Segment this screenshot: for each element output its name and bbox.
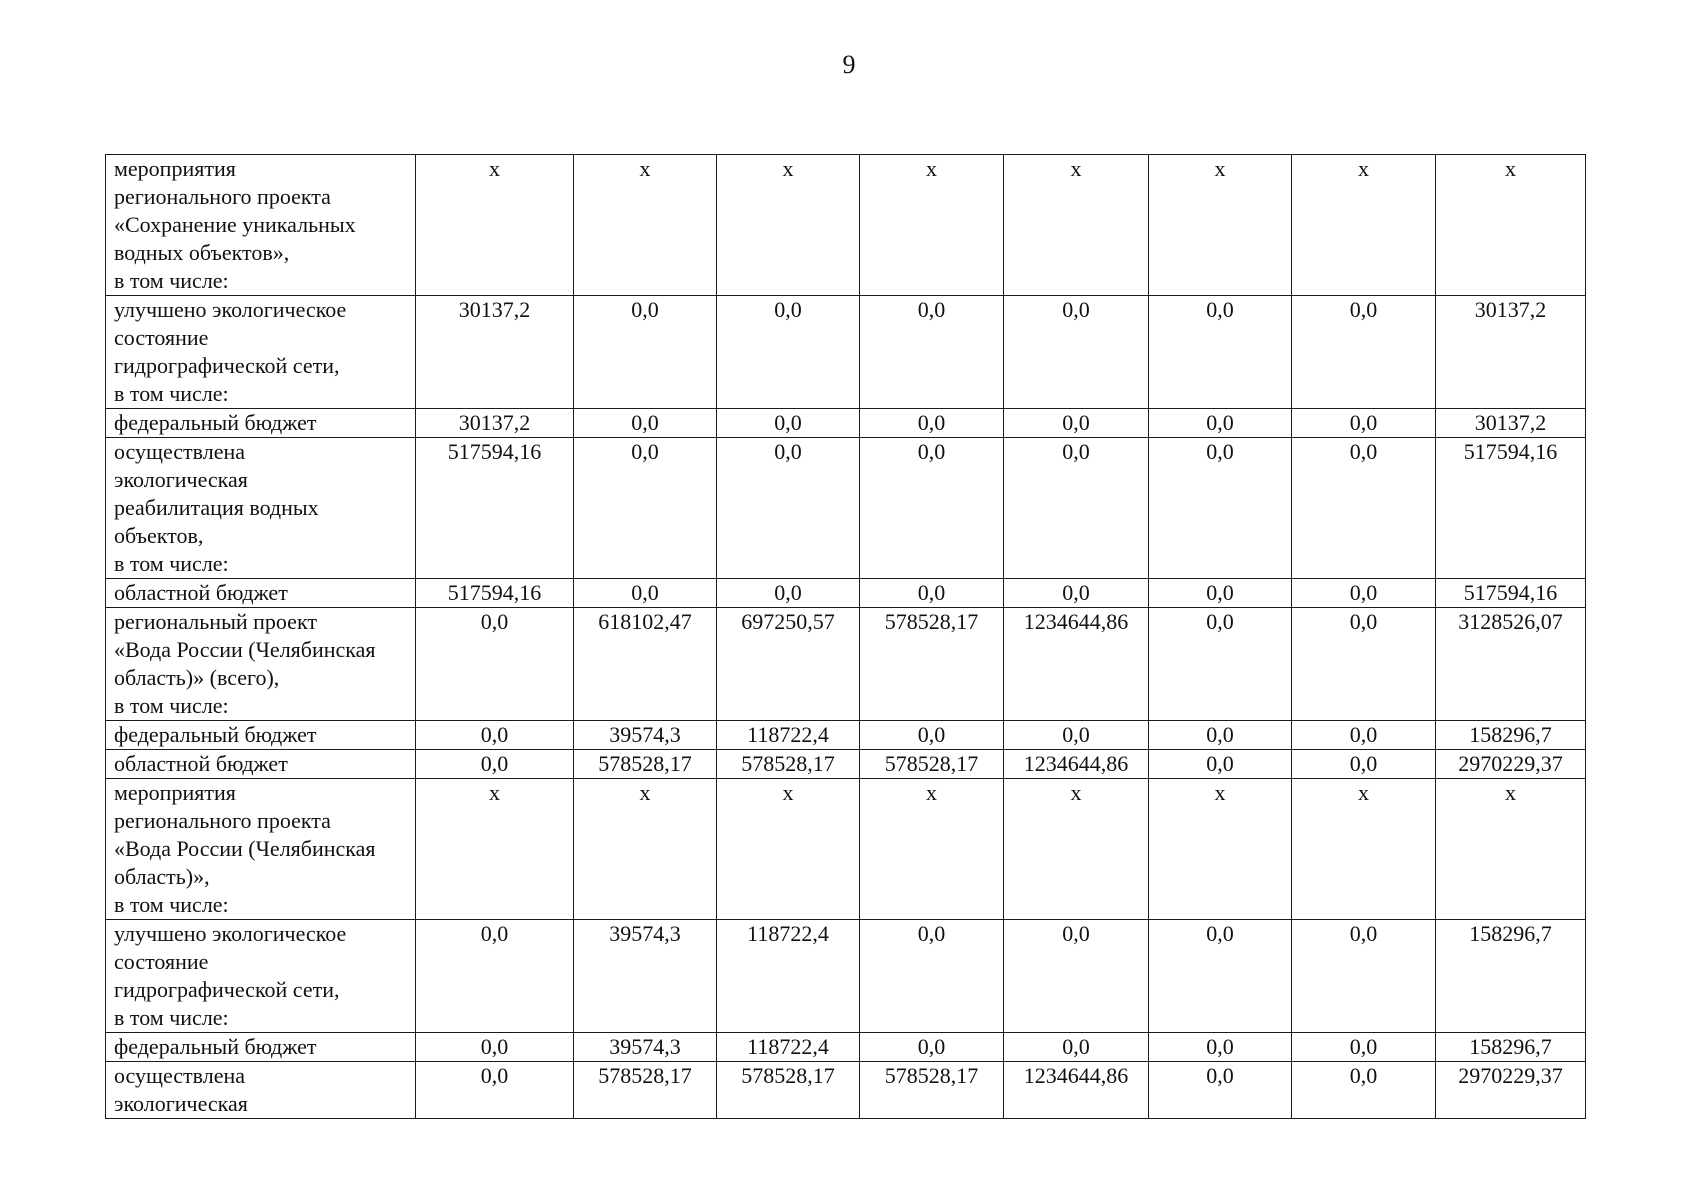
value-cell: 578528,17 — [860, 608, 1004, 721]
value-cell: 0,0 — [1004, 721, 1149, 750]
value-cell: 0,0 — [1149, 296, 1292, 409]
value-cell: x — [1004, 155, 1149, 296]
value-cell: 0,0 — [416, 721, 574, 750]
value-cell: 158296,7 — [1436, 1033, 1586, 1062]
value-cell: 0,0 — [1149, 579, 1292, 608]
value-cell: 0,0 — [1292, 438, 1436, 579]
value-cell: 0,0 — [1292, 608, 1436, 721]
row-label: федеральный бюджет — [106, 1033, 416, 1062]
row-label: федеральный бюджет — [106, 409, 416, 438]
value-cell: 0,0 — [1149, 1062, 1292, 1119]
value-cell: 0,0 — [1004, 579, 1149, 608]
value-cell: 618102,47 — [574, 608, 717, 721]
value-cell: 578528,17 — [574, 1062, 717, 1119]
value-cell: x — [574, 155, 717, 296]
value-cell: 578528,17 — [574, 750, 717, 779]
row-label: региональный проект «Вода России (Челябинская область)» (всего), в том числе: — [106, 608, 416, 721]
value-cell: 0,0 — [1004, 409, 1149, 438]
value-cell: 0,0 — [1149, 721, 1292, 750]
value-cell: 578528,17 — [860, 750, 1004, 779]
value-cell: x — [574, 779, 717, 920]
value-cell: 0,0 — [1149, 608, 1292, 721]
value-cell: 0,0 — [717, 579, 860, 608]
value-cell: 0,0 — [416, 1062, 574, 1119]
value-cell: 118722,4 — [717, 920, 860, 1033]
row-label: осуществлена экологическая реабилитация водных объектов, в том числе: — [106, 438, 416, 579]
value-cell: 0,0 — [574, 579, 717, 608]
value-cell: x — [416, 779, 574, 920]
value-cell: 0,0 — [860, 438, 1004, 579]
value-cell: 0,0 — [1149, 409, 1292, 438]
value-cell: 0,0 — [416, 920, 574, 1033]
value-cell: 118722,4 — [717, 1033, 860, 1062]
value-cell: x — [1149, 155, 1292, 296]
value-cell: 0,0 — [860, 409, 1004, 438]
value-cell: 30137,2 — [1436, 409, 1586, 438]
table-row — [106, 155, 1586, 296]
value-cell: 0,0 — [1292, 409, 1436, 438]
value-cell: x — [717, 155, 860, 296]
value-cell: 578528,17 — [860, 1062, 1004, 1119]
value-cell: 1234644,86 — [1004, 608, 1149, 721]
table-row — [106, 409, 1586, 438]
value-cell: x — [416, 155, 574, 296]
value-cell: 39574,3 — [574, 721, 717, 750]
table-row — [106, 779, 1586, 920]
value-cell: 30137,2 — [416, 296, 574, 409]
value-cell: 0,0 — [1292, 920, 1436, 1033]
value-cell: 3128526,07 — [1436, 608, 1586, 721]
table-row — [106, 750, 1586, 779]
row-label: мероприятия регионального проекта «Вода России (Челябинская область)», в том числе: — [106, 779, 416, 920]
value-cell: x — [1149, 779, 1292, 920]
value-cell: 517594,16 — [416, 579, 574, 608]
value-cell: 118722,4 — [717, 721, 860, 750]
funding-table — [105, 154, 1586, 1119]
value-cell: 158296,7 — [1436, 920, 1586, 1033]
value-cell: 0,0 — [1292, 721, 1436, 750]
value-cell: 0,0 — [1149, 920, 1292, 1033]
table-body — [106, 155, 1586, 1119]
value-cell: x — [1004, 779, 1149, 920]
value-cell: 0,0 — [860, 579, 1004, 608]
value-cell: 0,0 — [860, 296, 1004, 409]
value-cell: 0,0 — [860, 920, 1004, 1033]
value-cell: 1234644,86 — [1004, 1062, 1149, 1119]
value-cell: 2970229,37 — [1436, 1062, 1586, 1119]
table-row — [106, 1033, 1586, 1062]
value-cell: x — [860, 155, 1004, 296]
table-row — [106, 296, 1586, 409]
value-cell: 578528,17 — [717, 750, 860, 779]
value-cell: 0,0 — [416, 750, 574, 779]
value-cell: 0,0 — [1292, 1033, 1436, 1062]
value-cell: 0,0 — [717, 409, 860, 438]
value-cell: 0,0 — [416, 608, 574, 721]
table-row — [106, 1062, 1586, 1119]
value-cell: 0,0 — [1292, 296, 1436, 409]
value-cell: 0,0 — [860, 721, 1004, 750]
table-row — [106, 920, 1586, 1033]
value-cell: 0,0 — [1292, 579, 1436, 608]
value-cell: 0,0 — [574, 438, 717, 579]
row-label: осуществлена экологическая — [106, 1062, 416, 1119]
value-cell: 0,0 — [860, 1033, 1004, 1062]
table-row — [106, 721, 1586, 750]
value-cell: 30137,2 — [1436, 296, 1586, 409]
table-row — [106, 438, 1586, 579]
value-cell: 0,0 — [1004, 920, 1149, 1033]
row-label: областной бюджет — [106, 750, 416, 779]
value-cell: 0,0 — [1149, 1033, 1292, 1062]
page-number: 9 — [842, 50, 856, 79]
value-cell: 0,0 — [574, 409, 717, 438]
value-cell: 0,0 — [1004, 438, 1149, 579]
value-cell: 0,0 — [1149, 438, 1292, 579]
value-cell: 578528,17 — [717, 1062, 860, 1119]
row-label: областной бюджет — [106, 579, 416, 608]
value-cell: x — [717, 779, 860, 920]
row-label: улучшено экологическое состояние гидрографической сети, в том числе: — [106, 920, 416, 1033]
row-label: мероприятия регионального проекта «Сохранение уникальных водных объектов», в том числе: — [106, 155, 416, 296]
value-cell: 0,0 — [717, 438, 860, 579]
value-cell: 39574,3 — [574, 1033, 717, 1062]
value-cell: 0,0 — [416, 1033, 574, 1062]
value-cell: 0,0 — [1004, 1033, 1149, 1062]
row-label: улучшено экологическое состояние гидрографической сети, в том числе: — [106, 296, 416, 409]
value-cell: x — [1436, 155, 1586, 296]
value-cell: 0,0 — [1004, 296, 1149, 409]
value-cell: 0,0 — [1149, 750, 1292, 779]
value-cell: 39574,3 — [574, 920, 717, 1033]
value-cell: x — [1292, 779, 1436, 920]
table-row — [106, 608, 1586, 721]
value-cell: x — [1292, 155, 1436, 296]
value-cell: 158296,7 — [1436, 721, 1586, 750]
value-cell: 0,0 — [574, 296, 717, 409]
value-cell: 517594,16 — [1436, 438, 1586, 579]
value-cell: x — [1436, 779, 1586, 920]
value-cell: 1234644,86 — [1004, 750, 1149, 779]
table-row — [106, 579, 1586, 608]
value-cell: 30137,2 — [416, 409, 574, 438]
value-cell: x — [860, 779, 1004, 920]
row-label: федеральный бюджет — [106, 721, 416, 750]
value-cell: 0,0 — [717, 296, 860, 409]
value-cell: 517594,16 — [416, 438, 574, 579]
value-cell: 697250,57 — [717, 608, 860, 721]
value-cell: 517594,16 — [1436, 579, 1586, 608]
value-cell: 0,0 — [1292, 1062, 1436, 1119]
value-cell: 2970229,37 — [1436, 750, 1586, 779]
value-cell: 0,0 — [1292, 750, 1436, 779]
